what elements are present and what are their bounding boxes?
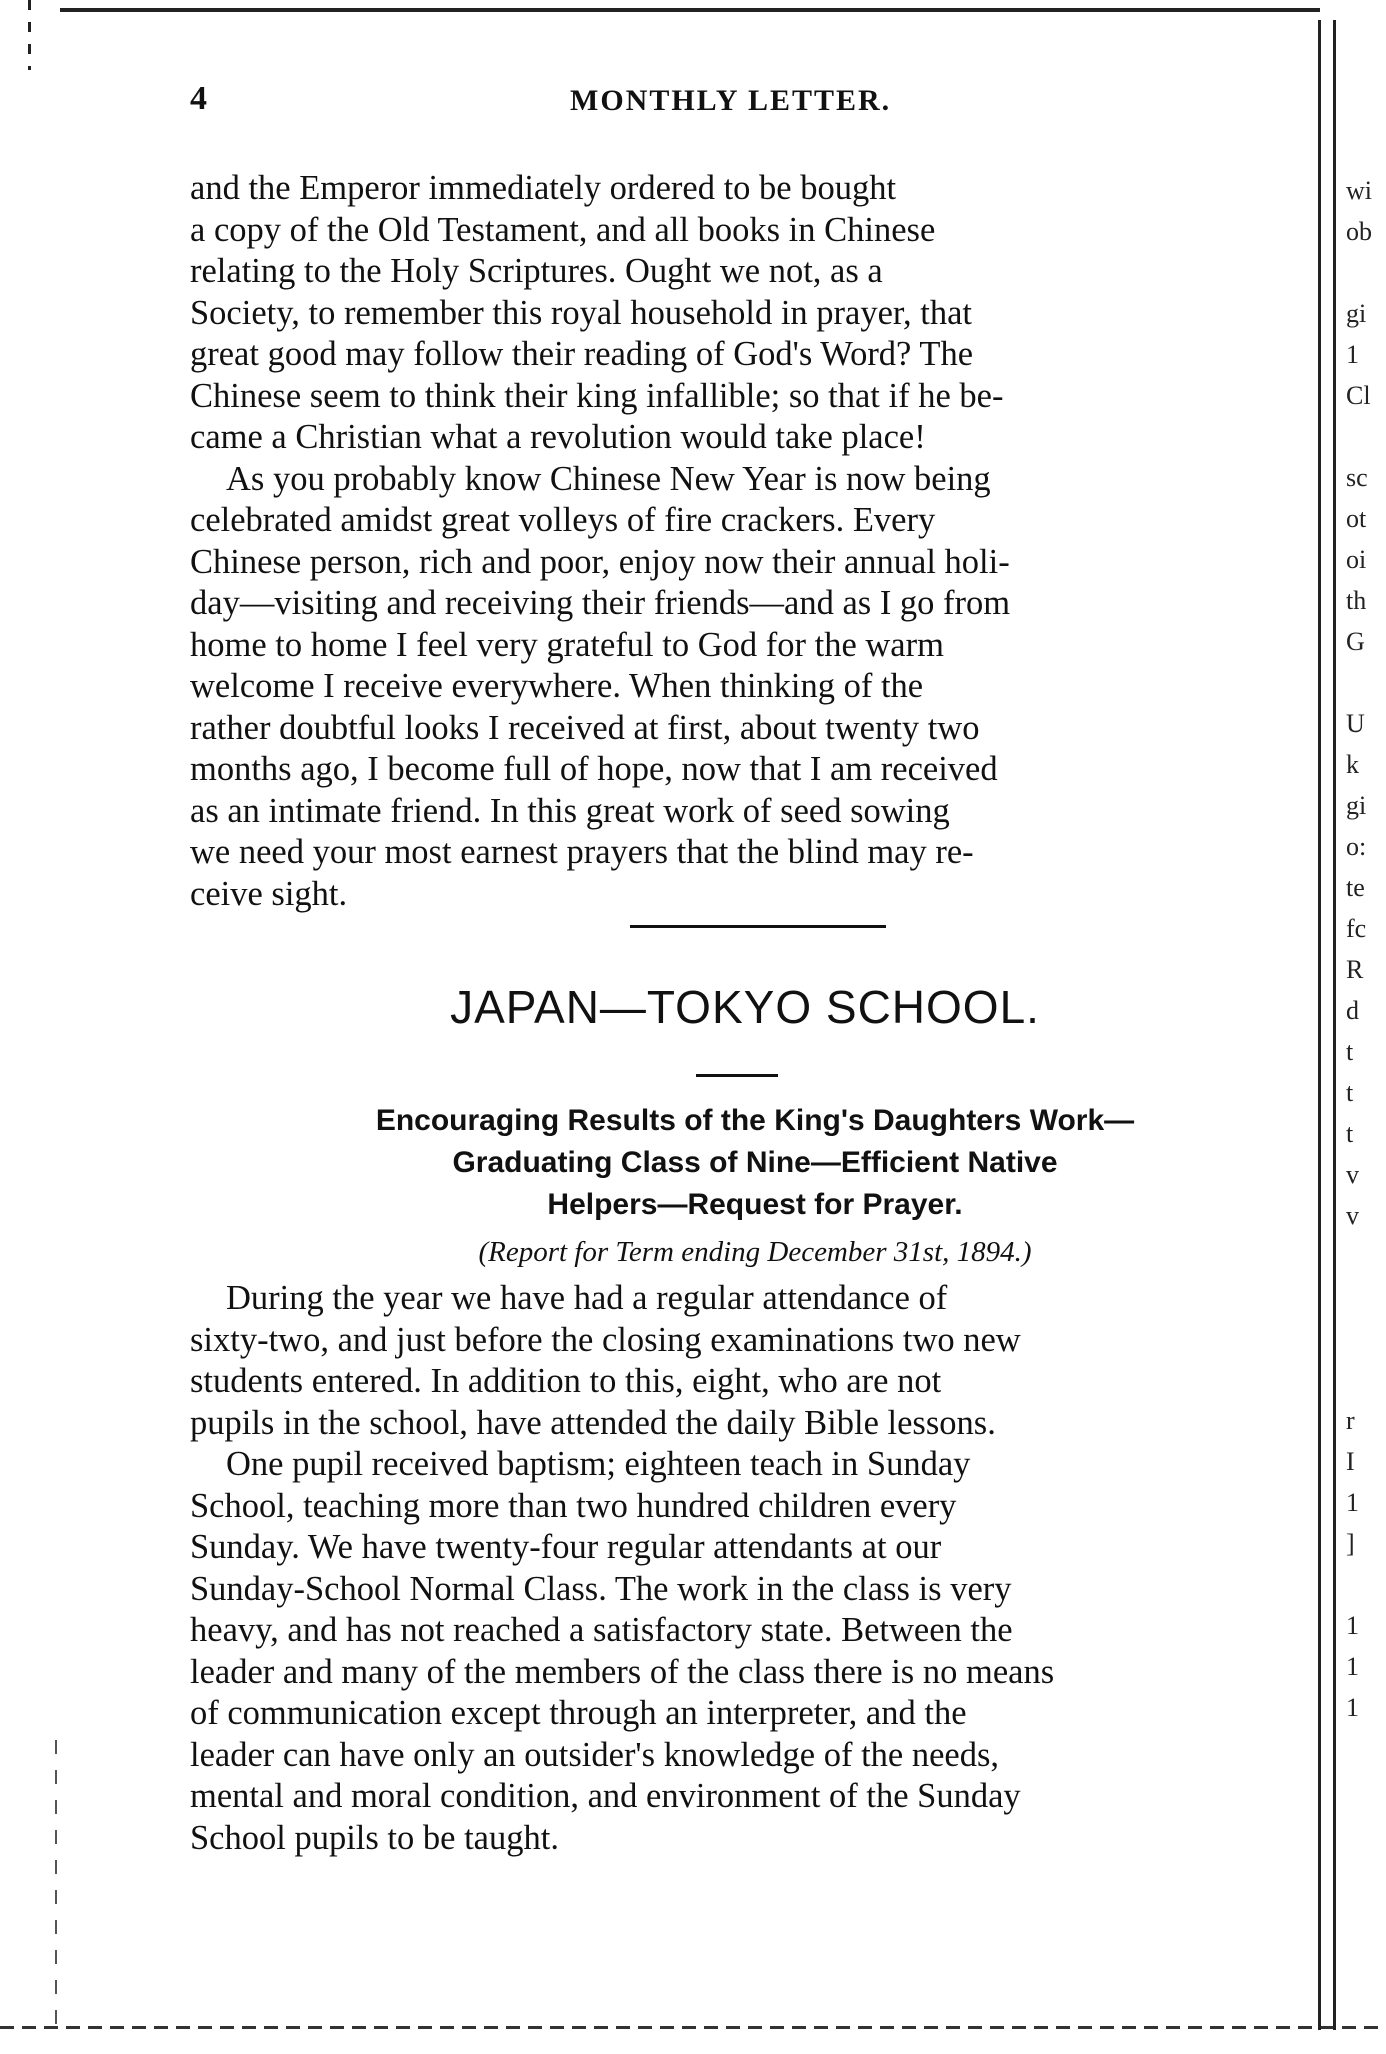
bleed-fragment: t: [1346, 1078, 1354, 1107]
bleed-fragment: G: [1346, 627, 1365, 656]
bleed-fragment: [1346, 1277, 1386, 1318]
text-line: pupils in the school, have attended the daily Bible lessons.: [190, 1403, 996, 1442]
section-title: JAPAN—TOKYO SCHOOL.: [450, 981, 1040, 1033]
subhead-line: Graduating Class of Nine—Efficient Native: [452, 1146, 1058, 1179]
bleed-fragment: U: [1346, 709, 1365, 738]
text-line: students entered. In addition to this, eight, who are not: [190, 1362, 942, 1400]
bleed-fragment: 1: [1346, 1488, 1359, 1517]
text-line: heavy, and has not reached a satisfactory state. Between the: [190, 1611, 1013, 1649]
bleed-fragment: v: [1346, 1201, 1359, 1230]
report-note: (Report for Term ending December 31st, 1894.): [478, 1236, 1032, 1268]
top-page-edge: [60, 8, 1320, 12]
text-line: School pupils to be taught.: [190, 1818, 559, 1857]
bleed-fragment: [1346, 1236, 1386, 1277]
bleed-fragment: wi: [1346, 176, 1372, 205]
text-line: During the year we have had a regular attendance of: [226, 1279, 948, 1317]
bottom-page-edge: [0, 2026, 1386, 2029]
text-line: relating to the Holy Scriptures. Ought we not, as a: [190, 252, 883, 290]
text-line: One pupil received baptism; eighteen teach in Sunday: [226, 1445, 971, 1483]
bleed-fragment: I: [1346, 1447, 1355, 1476]
bleed-fragment: sc: [1346, 463, 1368, 492]
text-line: leader and many of the members of the class there is no means: [190, 1652, 1055, 1691]
text-line: sixty-two, and just before the closing examinations two new: [190, 1320, 1021, 1359]
text-line: came a Christian what a revolution would take place!: [190, 418, 926, 456]
text-line: School, teaching more than two hundred children every: [190, 1486, 957, 1525]
bleed-fragment: ob: [1346, 217, 1372, 246]
bleed-fragment: t: [1346, 1037, 1354, 1066]
article-bottom: [190, 1278, 1310, 1859]
running-title: MONTHLY LETTER.: [570, 84, 892, 117]
bleed-fragment: gi: [1346, 791, 1367, 820]
text-line: welcome I receive everywhere. When thinking of the: [190, 667, 924, 705]
paragraph: [190, 459, 1310, 916]
bleed-fragment: d: [1346, 996, 1359, 1025]
bleed-fragment: r: [1346, 1406, 1355, 1435]
bleed-fragment: R: [1346, 955, 1364, 984]
bleed-fragment: v: [1346, 1160, 1359, 1189]
bleed-fragment: t: [1346, 1119, 1354, 1148]
text-line: we need your most earnest prayers that the blind may re-: [190, 833, 974, 871]
page-number: 4: [190, 80, 207, 117]
text-line: Sunday-School Normal Class. The work in the class is very: [190, 1569, 1012, 1608]
bleed-fragment: ]: [1346, 1529, 1355, 1558]
paragraph: [190, 1278, 1310, 1444]
running-head: [190, 80, 1290, 120]
text-line: months ago, I become full of hope, now that I am received: [190, 750, 998, 788]
section-separator-rule: [630, 925, 886, 928]
paragraph: [190, 168, 1310, 459]
bleed-fragment: 1: [1346, 340, 1359, 369]
text-line: ceive sight.: [190, 874, 348, 913]
text-line: rather doubtful looks I received at first, about twenty two: [190, 708, 980, 747]
text-line: day—visiting and receiving their friends—and as I go from: [190, 584, 1011, 622]
text-line: a copy of the Old Testament, and all books in Chinese: [190, 210, 936, 249]
text-line: as an intimate friend. In this great work of seed sowing: [190, 791, 950, 830]
bleed-fragment: te: [1346, 873, 1365, 902]
text-line: great good may follow their reading of God's Word? The: [190, 335, 974, 373]
bleed-fragment: [1346, 252, 1386, 293]
left-margin-line: [55, 1740, 57, 2030]
section-subhead: [230, 1100, 1280, 1226]
bleed-fragment: k: [1346, 750, 1359, 779]
text-line: celebrated amidst great volleys of fire crackers. Every: [190, 501, 936, 539]
paragraph: [190, 1444, 1310, 1859]
bleed-fragment: 1: [1346, 1652, 1359, 1681]
bleed-fragment: ot: [1346, 504, 1367, 533]
article-top: [190, 168, 1310, 915]
bleed-fragment: Cl: [1346, 381, 1371, 410]
bleed-fragment: gi: [1346, 299, 1367, 328]
bleed-fragment: 1: [1346, 1611, 1359, 1640]
left-edge-mark: [28, 0, 31, 70]
subhead-line: Encouraging Results of the King's Daughters Work—: [375, 1104, 1135, 1137]
bleed-fragment: [1346, 416, 1386, 457]
bleed-fragment: oi: [1346, 545, 1367, 574]
text-line: As you probably know Chinese New Year is now being: [226, 459, 991, 498]
text-line: home to home I feel very grateful to God for the warm: [190, 625, 944, 664]
text-line: Society, to remember this royal household in prayer, that: [190, 293, 973, 332]
bleed-fragment: [1346, 1359, 1386, 1400]
bleed-fragment: fc: [1346, 914, 1367, 943]
short-rule: [696, 1074, 778, 1077]
text-line: of communication except through an interpreter, and the: [190, 1694, 967, 1732]
text-line: mental and moral condition, and environment of the Sunday: [190, 1777, 1021, 1815]
text-line: Chinese person, rich and poor, enjoy now their annual holi-: [190, 542, 1010, 581]
bleed-fragment: [1346, 662, 1386, 703]
bleed-fragment: o:: [1346, 832, 1367, 861]
bleed-fragment: 1: [1346, 1693, 1359, 1722]
page-binding: [1318, 20, 1336, 2030]
text-line: leader can have only an outsider's knowledge of the needs,: [190, 1735, 1000, 1774]
bleed-fragment: [1346, 1564, 1386, 1605]
bleed-fragment: [1346, 1318, 1386, 1359]
text-line: Chinese seem to think their king infallible; so that if he be-: [190, 376, 1004, 415]
adjacent-page-bleed: [1346, 170, 1386, 1728]
bleed-fragment: th: [1346, 586, 1367, 615]
text-line: Sunday. We have twenty-four regular attendants at our: [190, 1528, 942, 1566]
text-line: and the Emperor immediately ordered to be bought: [190, 169, 897, 207]
subhead-line: Helpers—Request for Prayer.: [547, 1188, 963, 1221]
